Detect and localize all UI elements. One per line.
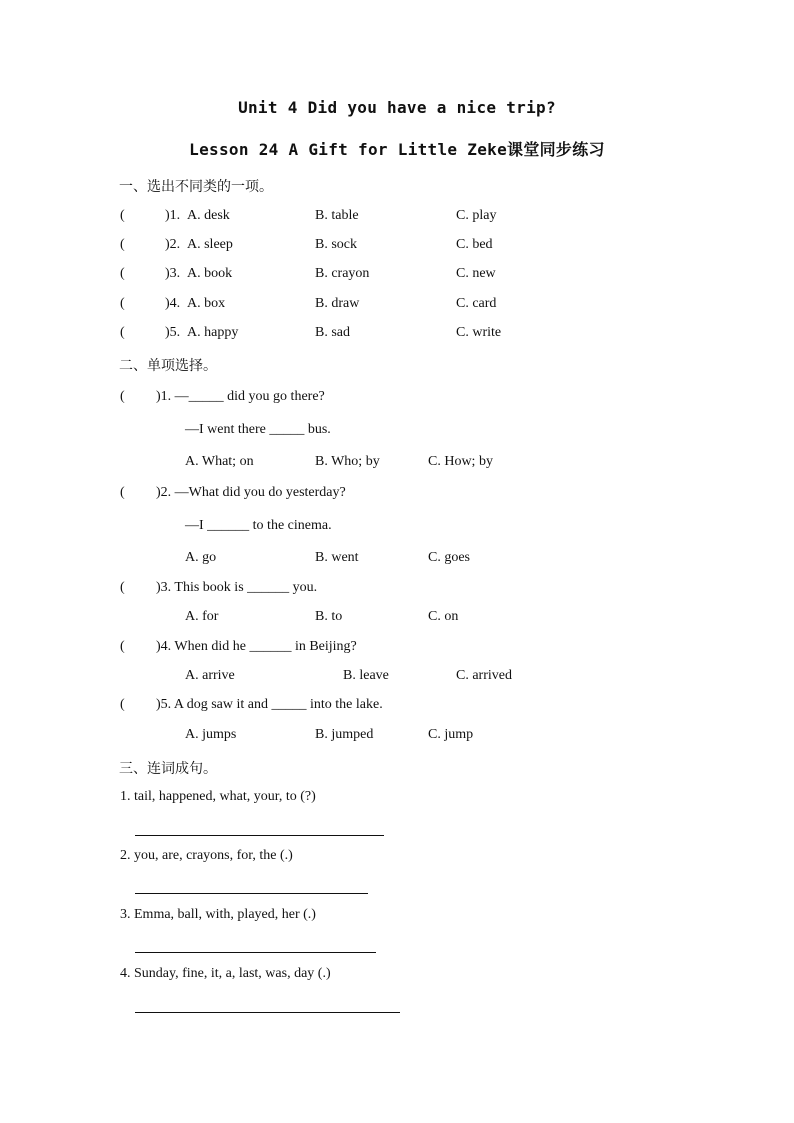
- worksheet-subtitle: Lesson 24 A Gift for Little Zeke课堂同步练习: [189, 140, 605, 159]
- question-subline: —I went there _____ bus.: [185, 422, 331, 437]
- option-c: C. write: [456, 325, 502, 340]
- option-a: A. box: [187, 296, 226, 311]
- answer-line[interactable]: [135, 893, 368, 894]
- question-number: )3.: [165, 266, 181, 281]
- option-b: B. crayon: [315, 266, 370, 281]
- option-a: A. jumps: [185, 727, 237, 742]
- sentence-prompt: 3. Emma, ball, with, played, her (.): [120, 907, 316, 922]
- section-3-heading: 三、连词成句。: [119, 761, 217, 777]
- question-stem: )4. When did he ______ in Beijing?: [156, 639, 357, 654]
- answer-bracket[interactable]: (: [120, 580, 125, 595]
- question-number: )4.: [165, 296, 181, 311]
- question-stem: )2. —What did you do yesterday?: [156, 485, 346, 500]
- option-b: B. jumped: [315, 727, 374, 742]
- option-a: A. What; on: [185, 454, 254, 469]
- option-b: B. went: [315, 550, 359, 565]
- answer-bracket[interactable]: (: [120, 485, 125, 500]
- question-stem: )3. This book is ______ you.: [156, 580, 318, 595]
- answer-bracket[interactable]: (: [120, 208, 125, 223]
- section-1-heading: 一、选出不同类的一项。: [119, 179, 273, 195]
- answer-line[interactable]: [135, 835, 384, 836]
- option-b: B. sad: [315, 325, 350, 340]
- option-c: C. play: [456, 208, 497, 223]
- answer-bracket[interactable]: (: [120, 296, 125, 311]
- question-number: )2.: [165, 237, 181, 252]
- answer-bracket[interactable]: (: [120, 639, 125, 654]
- sentence-prompt: 2. you, are, crayons, for, the (.): [120, 848, 293, 863]
- option-c: C. new: [456, 266, 496, 281]
- option-c: C. bed: [456, 237, 493, 252]
- section-2-heading: 二、单项选择。: [119, 358, 217, 374]
- option-a: A. desk: [187, 208, 230, 223]
- question-number: )1.: [165, 208, 181, 223]
- question-number: )5.: [165, 325, 181, 340]
- option-c: C. card: [456, 296, 497, 311]
- option-b: B. leave: [343, 668, 389, 683]
- answer-bracket[interactable]: (: [120, 237, 125, 252]
- sentence-prompt: 1. tail, happened, what, your, to (?): [120, 789, 316, 804]
- option-c: C. arrived: [456, 668, 512, 683]
- option-c: C. goes: [428, 550, 470, 565]
- question-subline: —I ______ to the cinema.: [185, 518, 332, 533]
- answer-bracket[interactable]: (: [120, 266, 125, 281]
- answer-line[interactable]: [135, 1012, 400, 1013]
- option-a: A. sleep: [187, 237, 233, 252]
- question-stem: )5. A dog saw it and _____ into the lake.: [156, 697, 383, 712]
- option-b: B. table: [315, 208, 359, 223]
- option-c: C. How; by: [428, 454, 493, 469]
- option-c: C. on: [428, 609, 459, 624]
- answer-bracket[interactable]: (: [120, 389, 125, 404]
- option-a: A. arrive: [185, 668, 235, 683]
- option-b: B. draw: [315, 296, 360, 311]
- sentence-prompt: 4. Sunday, fine, it, a, last, was, day (.): [120, 966, 331, 981]
- option-a: A. for: [185, 609, 219, 624]
- answer-line[interactable]: [135, 952, 376, 953]
- option-c: C. jump: [428, 727, 474, 742]
- answer-bracket[interactable]: (: [120, 325, 125, 340]
- option-a: A. happy: [187, 325, 239, 340]
- answer-bracket[interactable]: (: [120, 697, 125, 712]
- option-a: A. go: [185, 550, 217, 565]
- worksheet-title: Unit 4 Did you have a nice trip?: [238, 98, 556, 117]
- question-stem: )1. —_____ did you go there?: [156, 389, 325, 404]
- option-b: B. sock: [315, 237, 357, 252]
- option-a: A. book: [187, 266, 233, 281]
- option-b: B. to: [315, 609, 343, 624]
- option-b: B. Who; by: [315, 454, 380, 469]
